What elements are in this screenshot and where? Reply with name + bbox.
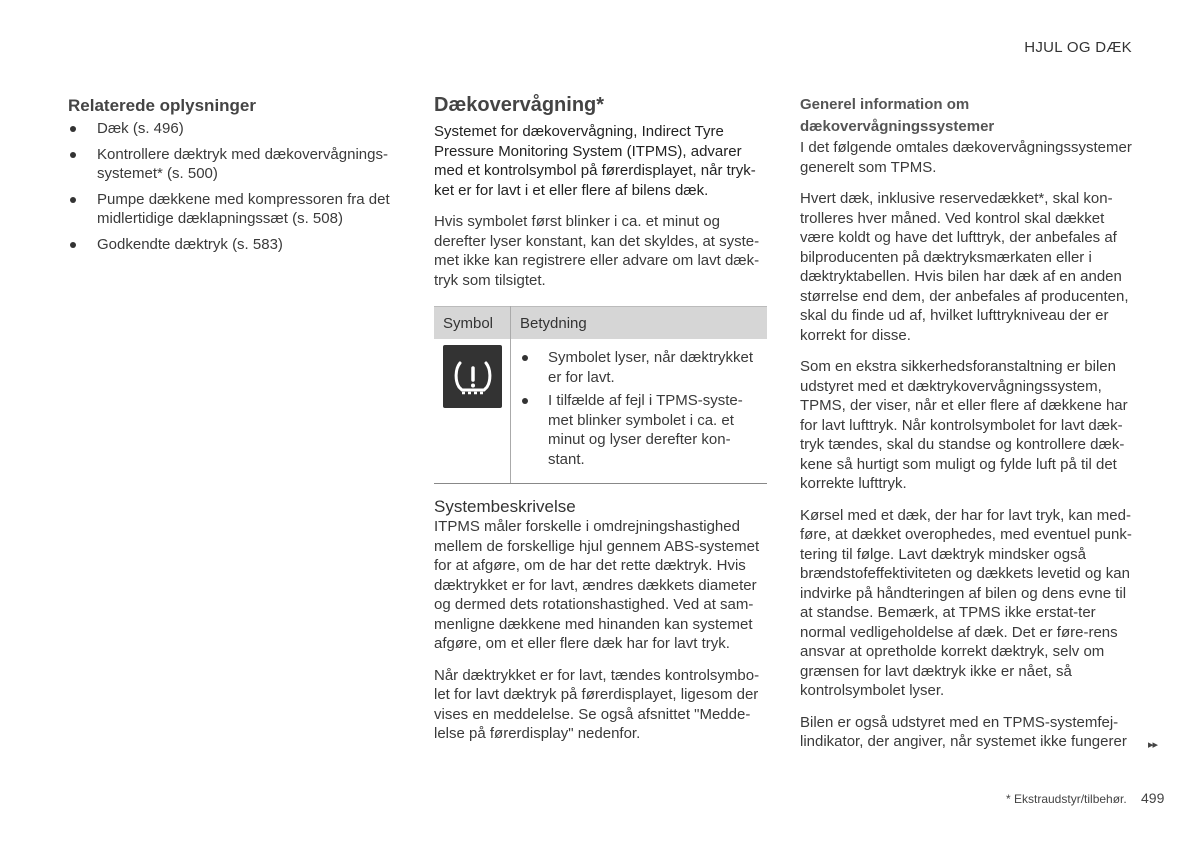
- page-title: Dækovervågning*: [434, 94, 605, 116]
- related-link-compressor[interactable]: Pumpe dækkene med kompressoren fra det midlertidige dæklapningssæt (s. 508): [68, 190, 398, 229]
- general-heading: Generel information om dækovervågningssystemer: [800, 96, 995, 135]
- related-heading: Relaterede oplysninger: [68, 96, 257, 115]
- blink-paragraph: Hvis symbolet først blinker i ca. et minut og derefter lyser konstant, kan det skyldes, at syste-met ikke kan registrere eller advare om lavt dæk-tryk som tilsigtet.: [434, 213, 760, 289]
- tpms-warning-icon: [443, 345, 502, 408]
- related-info-column: [68, 92, 398, 260]
- related-link-tires[interactable]: Dæk (s. 496): [68, 119, 398, 139]
- footnote: * Ekstraudstyr/tilbehør.: [1006, 792, 1127, 806]
- system-paragraph-1: ITPMS måler forskelle i omdrejningshastighed mellem de forskellige hjul gennem ABS-systemet for at afgøre, om de har det rette dæktryk. Hvis dæktrykket er for lavt, ændres dækkets diameter og dermed dets rotationshastighed. Ved at sam-menligne dækkene med hinanden kan systemet afgøre, om et eller flere dæk har for lavt tryk.: [434, 518, 760, 652]
- list-item: I tilfælde af fejl i TPMS-syste-met blinker symbolet i ca. et minut og lyser derefter kon-stant.: [520, 391, 757, 469]
- symbol-column-header: Symbol: [434, 307, 511, 340]
- continue-arrows-icon: ▸▸: [1148, 739, 1158, 751]
- table-row: [434, 339, 767, 484]
- system-paragraph-2: Når dæktrykket er for lavt, tændes kontrolsymbo-let for lavt dæktryk på førerdisplayet, ligesom der vises en meddelelse. Se også afsnittet "Medde-lelse på førerdisplay" nedenfor.: [434, 666, 760, 742]
- intro-paragraph: Systemet for dækovervågning, Indirect Tyre Pressure Monitoring System (ITPMS), advarer med et kontrolsymbol på førerdisplayet, når tryk-ket er for lavt i et eller flere af bilens dæk.: [434, 123, 756, 199]
- meaning-list: [520, 348, 757, 469]
- section-header: HJUL OG DÆK: [1024, 39, 1132, 56]
- system-heading: Systembeskrivelse: [434, 497, 576, 516]
- general-info-column: [800, 92, 1135, 764]
- main-column: [434, 92, 767, 756]
- related-list: [68, 119, 398, 254]
- general-paragraph-1: I det følgende omtales dækovervågningssystemer generelt som TPMS.: [800, 139, 1132, 176]
- general-paragraph-5: Bilen er også udstyret med en TPMS-systemfej-lindikator, der angiver, når systemet ikke fungerer: [800, 713, 1127, 750]
- symbol-table: [434, 306, 767, 484]
- related-link-check-pressure[interactable]: Kontrollere dæktryk med dækovervågnings-systemet* (s. 500): [68, 145, 398, 184]
- general-paragraph-3: Som en ekstra sikkerhedsforanstaltning er bilen udstyret med et dæktrykovervågningssystem, TPMS, der viser, når et eller flere af dækkene har for lavt lufttryk. Når kontrolsymbolet for lavt dæk-tryk tændes, skal du standse og kontrollere dæk-kene så hurtigt som muligt og fylde luft på til det korrekte lufttryk.: [800, 358, 1128, 492]
- list-item: Symbolet lyser, når dæktrykket er for lavt.: [520, 348, 757, 387]
- meaning-column-header: Betydning: [511, 307, 768, 340]
- general-paragraph-4: Kørsel med et dæk, der har for lavt tryk, kan med-føre, at dækket overophedes, med eventuel punk-tering til følge. Lavt dæktryk mindsker også brændstofeffektiviteten og dækkets levetid og kan indvirke på håndteringen af bilen og dens evne til at standse. Bemærk, at TPMS ikke erstat-ter normal vedligeholdelse af dæk. Det er føre-rens ansvar at opretholde korrekt dæktryk, selv om grænsen for lavt dæktryk ikke er nået, så kontrolsymbolet lyser.: [800, 506, 1132, 699]
- general-paragraph-2: Hvert dæk, inklusive reservedækket*, skal kon-trolleres hver måned. Ved kontrol skal dækket være koldt og have det lufttryk, der anbefales af bilproducenten på dæktryksmærkaten eller i dæktryktabellen. Hvis bilen har dæk af en anden størrelse end dem, der anbefales af producenten, skal du finde ud af, hvilket lufttrykniveau der er korrekt for disse.: [800, 190, 1129, 344]
- related-link-approved-pressure[interactable]: Godkendte dæktryk (s. 583): [68, 235, 398, 255]
- page-number: 499: [1141, 790, 1165, 806]
